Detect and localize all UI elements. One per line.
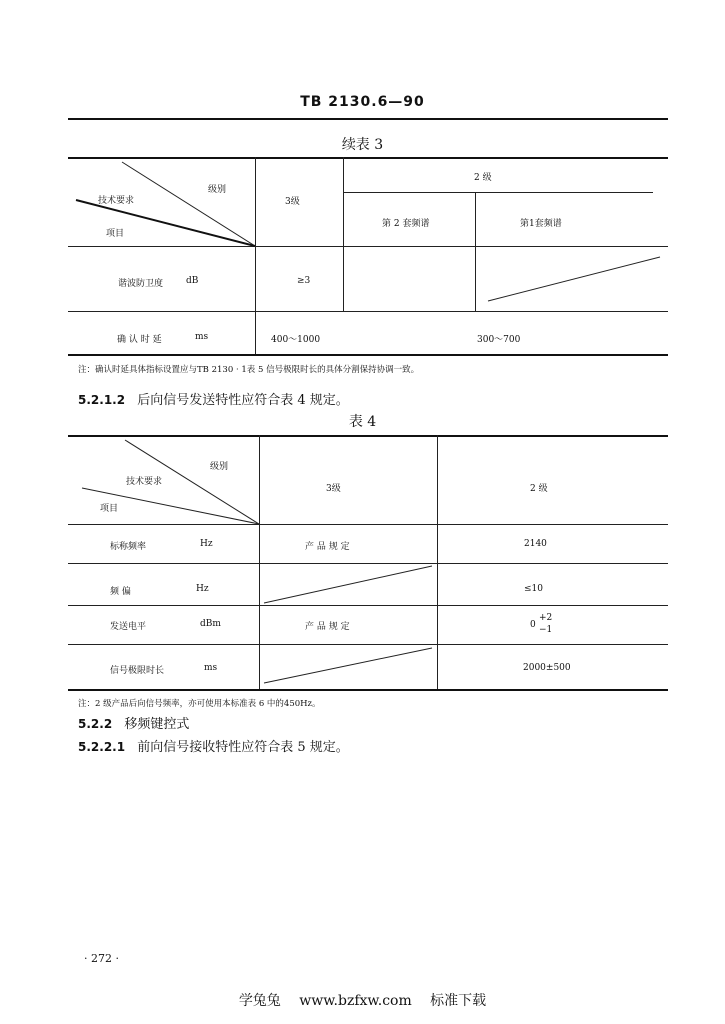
table4-row3-grade2-sub: −1 — [539, 625, 553, 635]
table4-col-2: 2 级 — [530, 484, 548, 494]
table3-col-3: 3级 — [285, 197, 300, 207]
table3-corner-item: 项目 — [106, 229, 125, 239]
table4-row4-unit: ms — [204, 663, 218, 673]
table4-row1-unit: Hz — [200, 539, 213, 549]
table3-row2-label: 确 认 时 延 — [117, 335, 162, 345]
clause-5221-number: 5.2.2.1 — [78, 740, 126, 754]
table4-caption: 表 4 — [348, 414, 377, 430]
footer-site: 学兔兔 www.bzfxw.com 标准下载 — [238, 993, 487, 1009]
table4-corner-grade: 级别 — [210, 462, 229, 472]
clause-5221 — [78, 736, 349, 755]
table3-col-2-sub-a: 第 2 套频谱 — [382, 219, 430, 229]
table4-row3-grade3: 产 品 规 定 — [305, 622, 350, 632]
table4-corner-tech: 技术要求 — [126, 477, 163, 487]
table4-note: 注：2 级产品后向信号频率，亦可使用本标准表 6 中的450Hz。 — [78, 699, 321, 709]
clause-522 — [78, 713, 189, 732]
table4-row4-grade2: 2000±500 — [523, 663, 571, 673]
table3-row1-unit: dB — [186, 276, 199, 286]
table4-row3-label: 发送电平 — [110, 622, 147, 632]
table4-col-3: 3级 — [326, 484, 341, 494]
clause-522-number: 5.2.2 — [78, 717, 113, 731]
clause-5212-text: 后向信号发送特性应符合表 4 规定。 — [137, 393, 349, 408]
table4-row1-grade3: 产 品 规 定 — [305, 542, 350, 552]
standard-code: TB 2130.6—90 — [300, 94, 425, 110]
table4-row4-label: 信号极限时长 — [110, 666, 165, 676]
table4-row2-unit: Hz — [196, 584, 209, 594]
table4-corner-item: 项目 — [100, 504, 119, 514]
page-number: · 272 · — [84, 952, 119, 965]
clause-522-text: 移频键控式 — [124, 717, 190, 732]
table3-row1-label: 谐波防卫度 — [118, 279, 164, 289]
table3-col-2: 2 级 — [474, 173, 492, 183]
table3-caption: 续表 3 — [341, 137, 384, 153]
table4-row3-grade2-sup: +2 — [539, 613, 553, 623]
clause-5212-number: 5.2.1.2 — [78, 393, 126, 407]
table3-col-2-sub-b: 第1套频谱 — [520, 219, 562, 229]
table4-row3-grade2-base: 0 — [530, 620, 536, 630]
table4-row3-grade2 — [530, 613, 570, 639]
table4-row1-label: 标称频率 — [110, 542, 147, 552]
table4-row2-grade2: ≤10 — [524, 584, 543, 594]
table3-note: 注：确认时延具体指标设置应与TB 2130 · 1表 5 信号极限时长的具体分割保持协调一致。 — [78, 365, 420, 375]
table4-row1-grade2: 2140 — [524, 539, 547, 549]
table4-row2-label: 频 偏 — [110, 587, 131, 597]
table4-row3-unit: dBm — [200, 619, 221, 629]
table3-row1-grade3: ≥3 — [297, 276, 311, 286]
table3-row2-grade3: 400～1000 — [271, 335, 321, 345]
table3-corner-grade: 级别 — [208, 185, 227, 195]
clause-5221-text: 前向信号接收特性应符合表 5 规定。 — [137, 740, 349, 755]
table3-row2-grade2: 300～700 — [477, 335, 521, 345]
table3-row2-unit: ms — [195, 332, 209, 342]
table3-corner-tech: 技术要求 — [98, 196, 135, 206]
